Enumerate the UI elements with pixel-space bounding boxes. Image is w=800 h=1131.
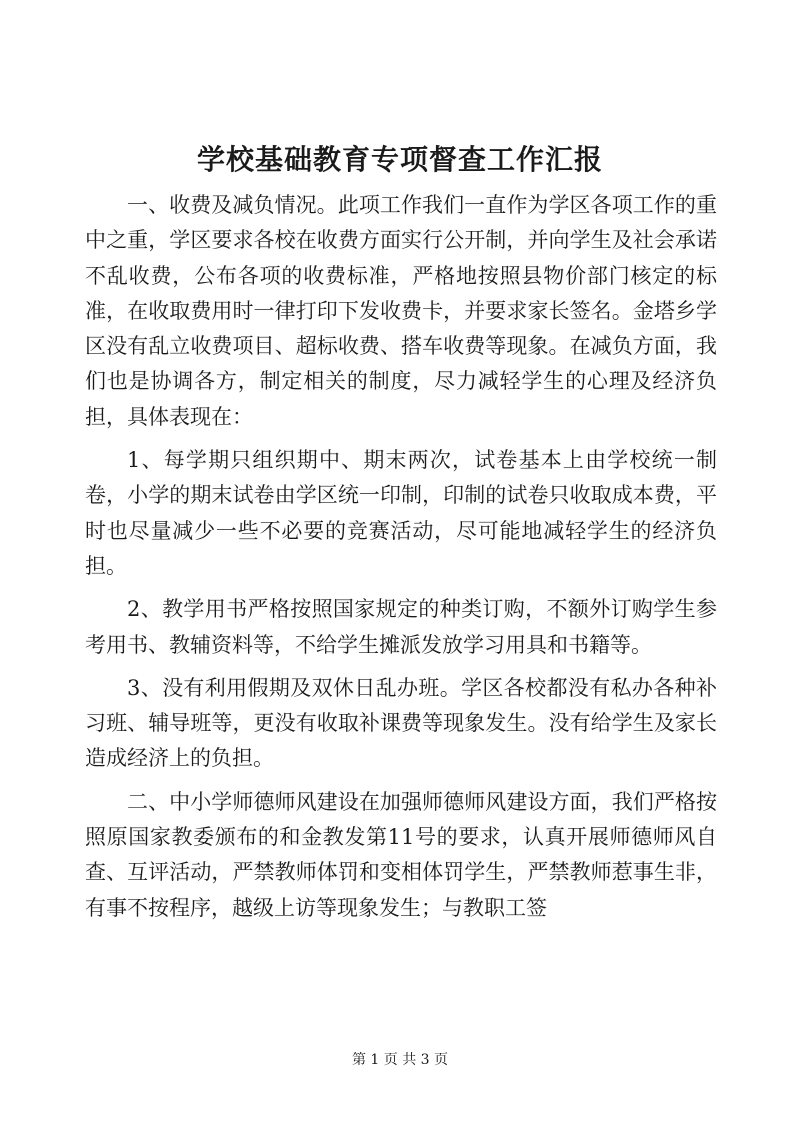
document-title: 学校基础教育专项督查工作汇报 [196, 143, 603, 176]
paragraph-exams: 1、每学期只组织期中、期末两次，试卷基本上由学校统一制卷，小学的期末试卷由学区统一印制，印制的试卷只收取成本费，平时也尽量减少一些不必要的竞赛活动，尽可能地减轻学生的经济负担。 [85, 448, 717, 578]
paragraph-fees-and-burden: 一、收费及减负情况。此项工作我们一直作为学区各项工作的重中之重，学区要求各校在收费方面实行公开制，并向学生及社会承诺不乱收费，公布各项的收费标准，严格地按照县物价部门核定的标准，在收取费用时一律打印下发收费卡，并要求家长签名。金塔乡学区没有乱立收费项目、超标收费、搭车收费等现象。在减负方面，我们也是协调各方，制定相关的制度，尽力减轻学生的心理及经济负担，具体表现在： [85, 193, 717, 429]
paragraph-no-extra-classes: 3、没有利用假期及双休日乱办班。学区各校都没有私办各种补习班、辅导班等，更没有收取补课费等现象发生。没有给学生及家长造成经济上的负担。 [85, 675, 717, 771]
paragraph-textbooks: 2、教学用书严格按照国家规定的种类订购，不额外订购学生参考用书、教辅资料等，不给学生摊派发放学习用具和书籍等。 [85, 597, 717, 657]
paragraph-teacher-ethics: 二、中小学师德师风建设在加强师德师风建设方面，我们严格按照原国家教委颁布的和金教发第11号的要求，认真开展师德师风自查、互评活动，严禁教师体罚和变相体罚学生，严禁教师惹事生非，有事不按程序，越级上访等现象发生；与教职工签 [85, 789, 717, 920]
document-body [85, 188, 717, 934]
page-footer: 第 1 页 共 3 页 [351, 1052, 449, 1068]
